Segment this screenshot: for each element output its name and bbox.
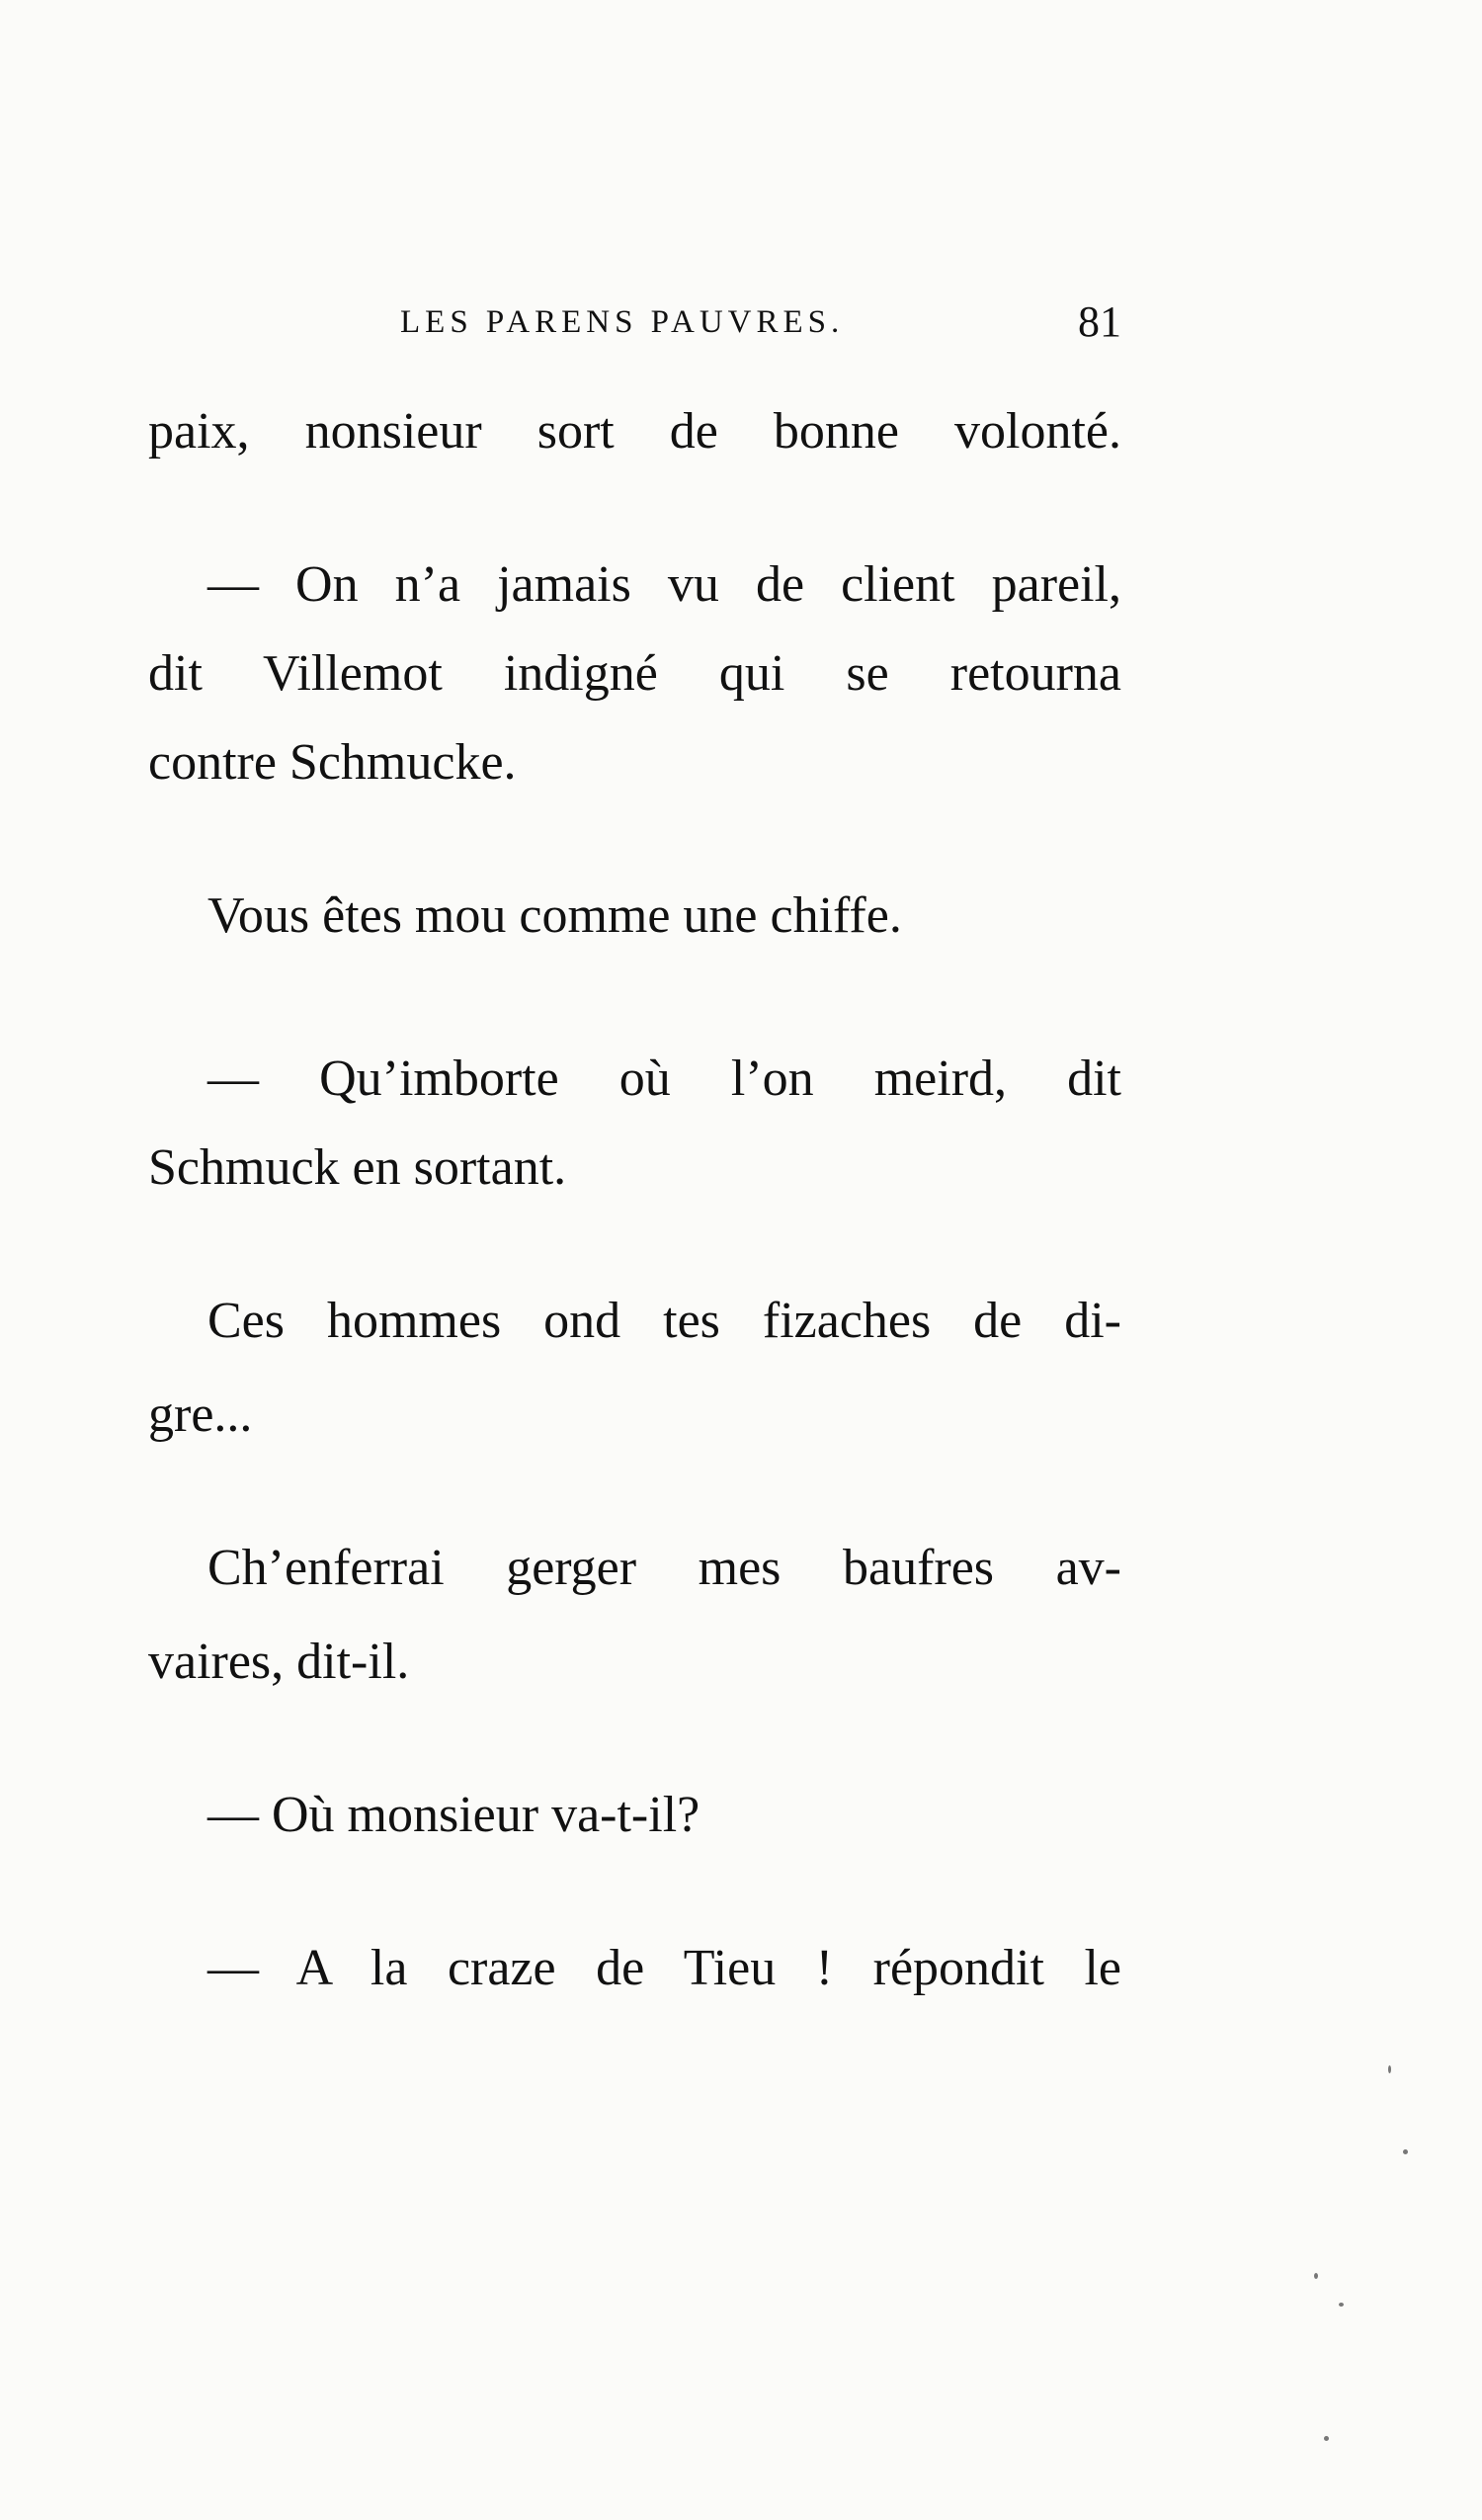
text-line: Ces hommes ond tes fizaches de di- [207,1293,1121,1349]
page-number: 81 [1078,297,1121,346]
text-line: Ch’enferrai gerger mes baufres av- [207,1540,1121,1596]
ink-speck [1339,2303,1344,2307]
text-line: — Où monsieur va-t-il? [207,1787,700,1843]
page-header [148,296,1121,356]
text-line: — A la craze de Tieu ! répondit le [207,1940,1121,1996]
text-line: gre... [148,1386,253,1443]
text-line: — Qu’imborte où l’on meird, dit [207,1050,1121,1107]
text-line: Schmuck en sortant. [148,1139,567,1196]
running-title: LES PARENS PAUVRES. [400,304,845,340]
text-line: dit Villemot indigné qui se retourna [148,645,1121,702]
ink-speck [1403,2149,1408,2154]
ink-speck [1388,2065,1391,2073]
text-line: paix, nonsieur sort de bonne volonté. [148,403,1121,460]
ink-speck [1314,2273,1318,2279]
text-line: contre Schmucke. [148,734,517,791]
text-line: Vous êtes mou comme une chiffe. [207,887,902,944]
ink-speck [1324,2436,1329,2441]
text-line: — On n’a jamais vu de client pareil, [207,556,1121,613]
text-line: vaires, dit-il. [148,1634,410,1690]
